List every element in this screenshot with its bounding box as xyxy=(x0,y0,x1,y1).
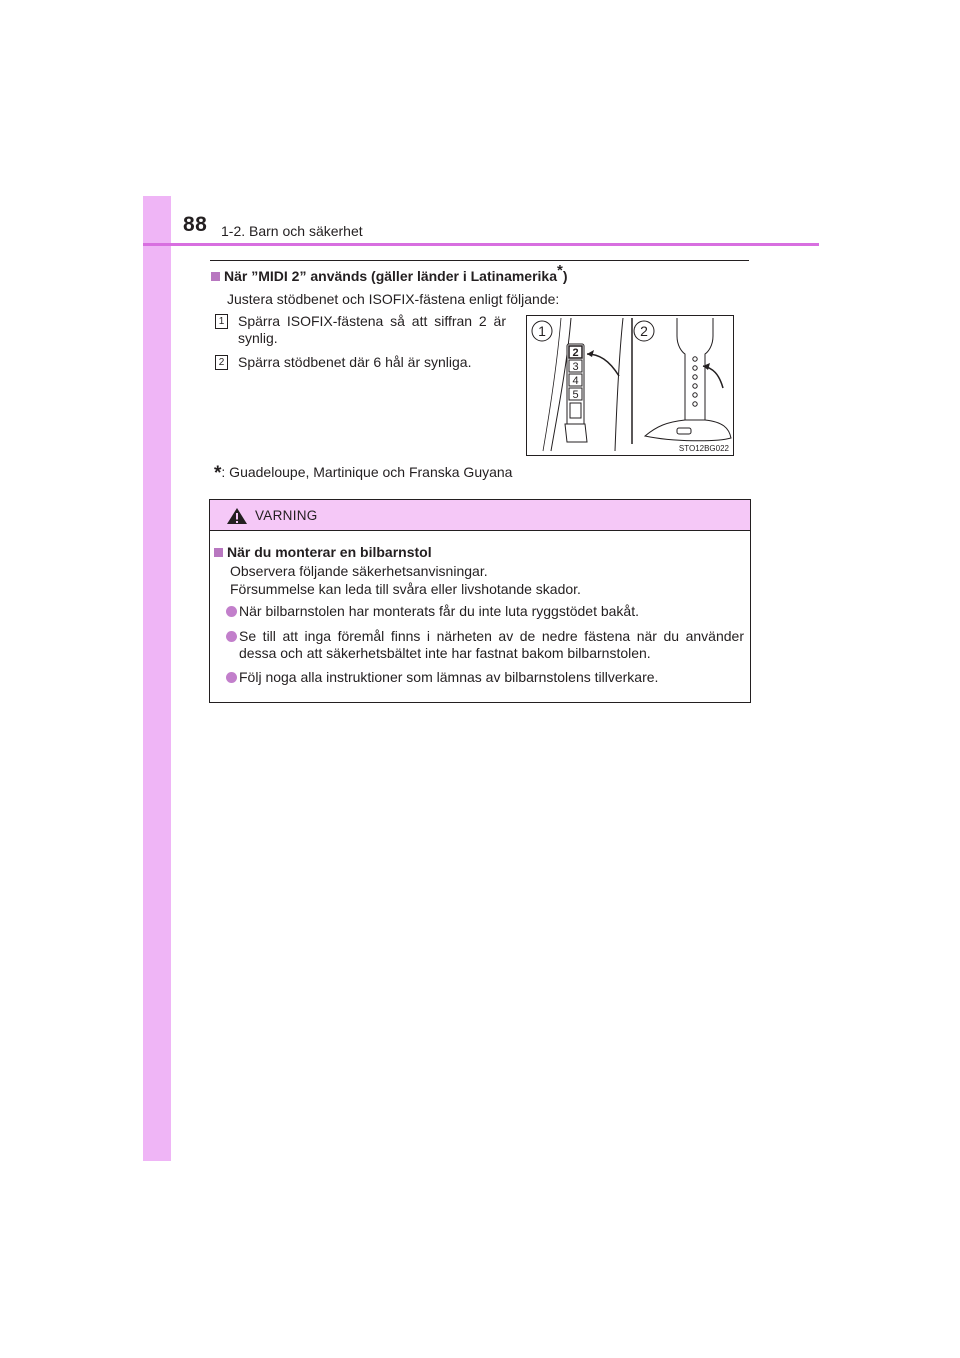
warning-heading-text: När du monterar en bilbarnstol xyxy=(227,544,432,560)
subsection-heading-suffix: ) xyxy=(562,268,568,284)
leg-hole-4 xyxy=(693,384,697,388)
step-text-1: Spärra ISOFIX-fästena så att siffran 2 är synlig. xyxy=(238,313,506,346)
callout-label-2: 2 xyxy=(640,323,648,339)
figure-code: STO12BG022 xyxy=(678,444,729,453)
footnote xyxy=(214,463,513,484)
warning-heading xyxy=(214,544,432,560)
step-1 xyxy=(215,313,506,347)
callout-label-1: 1 xyxy=(538,323,546,339)
warning-bullet-3 xyxy=(226,669,744,686)
step-number-2: 2 xyxy=(215,355,228,370)
step-2 xyxy=(215,354,506,371)
bullet-dot-icon xyxy=(226,672,237,683)
square-marker-icon xyxy=(214,548,223,557)
arrow-2-head xyxy=(703,363,710,370)
subsection-heading xyxy=(211,262,568,284)
page-number: 88 xyxy=(183,213,208,236)
subsection-heading-text: När ”MIDI 2” används (gäller länder i Latinamerika xyxy=(224,268,557,284)
isofix-digit-5: 5 xyxy=(572,389,579,401)
isofix-digit-4: 4 xyxy=(572,375,579,387)
isofix-illustration xyxy=(526,315,734,456)
warning-bullet-2 xyxy=(226,628,744,662)
warning-bullet-text-3: Följ noga alla instruktioner som lämnas av bilbarnstolens tillverkare. xyxy=(239,669,659,685)
footnote-star: * xyxy=(214,463,222,484)
support-leg-right xyxy=(705,318,713,431)
arrow-1-head xyxy=(587,350,594,357)
warning-title: VARNING xyxy=(255,508,318,523)
leg-hole-1 xyxy=(693,357,697,361)
isofix-digit-2: 2 xyxy=(572,347,579,359)
section-title: 1-2. Barn och säkerhet xyxy=(221,223,363,239)
subsection-rule xyxy=(210,260,749,261)
header-rule xyxy=(143,243,819,246)
warning-box xyxy=(209,499,751,703)
seat-back-line xyxy=(615,318,623,451)
leg-hole-2 xyxy=(693,366,697,370)
intro-text: Justera stödbenet och ISOFIX-fästena enligt följande: xyxy=(227,291,560,307)
warning-line-1: Observera följande säkerhetsanvisningar. xyxy=(230,563,488,579)
isofix-base xyxy=(565,424,587,442)
square-marker-icon xyxy=(211,272,220,281)
support-leg-left xyxy=(677,318,685,431)
leg-hole-5 xyxy=(693,393,697,397)
footnote-text: : Guadeloupe, Martinique och Franska Guyana xyxy=(221,464,513,480)
footnote-marker: * xyxy=(557,262,563,279)
warning-line-2: Försummelse kan leda till svåra eller livshotande skador. xyxy=(230,581,581,597)
bullet-dot-icon xyxy=(226,631,237,642)
leg-foot-button xyxy=(677,428,691,434)
warning-bullet-text-1: När bilbarnstolen har monterats får du inte luta ryggstödet bakåt. xyxy=(239,603,639,619)
bullet-dot-icon xyxy=(226,606,237,617)
warning-header xyxy=(210,500,750,531)
warning-triangle-icon xyxy=(226,507,248,525)
side-tab xyxy=(143,196,171,1161)
arrow-1 xyxy=(587,354,619,376)
leg-hole-6 xyxy=(693,402,697,406)
isofix-latch xyxy=(570,403,581,418)
warning-bullet-text-2: Se till att inga föremål finns i närheten av de nedre fästena när du använder dessa och att säkerhetsbältet inte har fastnat bakom bilbarnstolen. xyxy=(239,628,744,661)
step-text-2: Spärra stödbenet där 6 hål är synliga. xyxy=(238,354,472,370)
leg-hole-3 xyxy=(693,375,697,379)
step-number-1: 1 xyxy=(215,314,228,329)
arrow-2 xyxy=(703,366,723,388)
isofix-digit-3: 3 xyxy=(572,361,579,373)
warning-bullet-1 xyxy=(226,603,744,620)
